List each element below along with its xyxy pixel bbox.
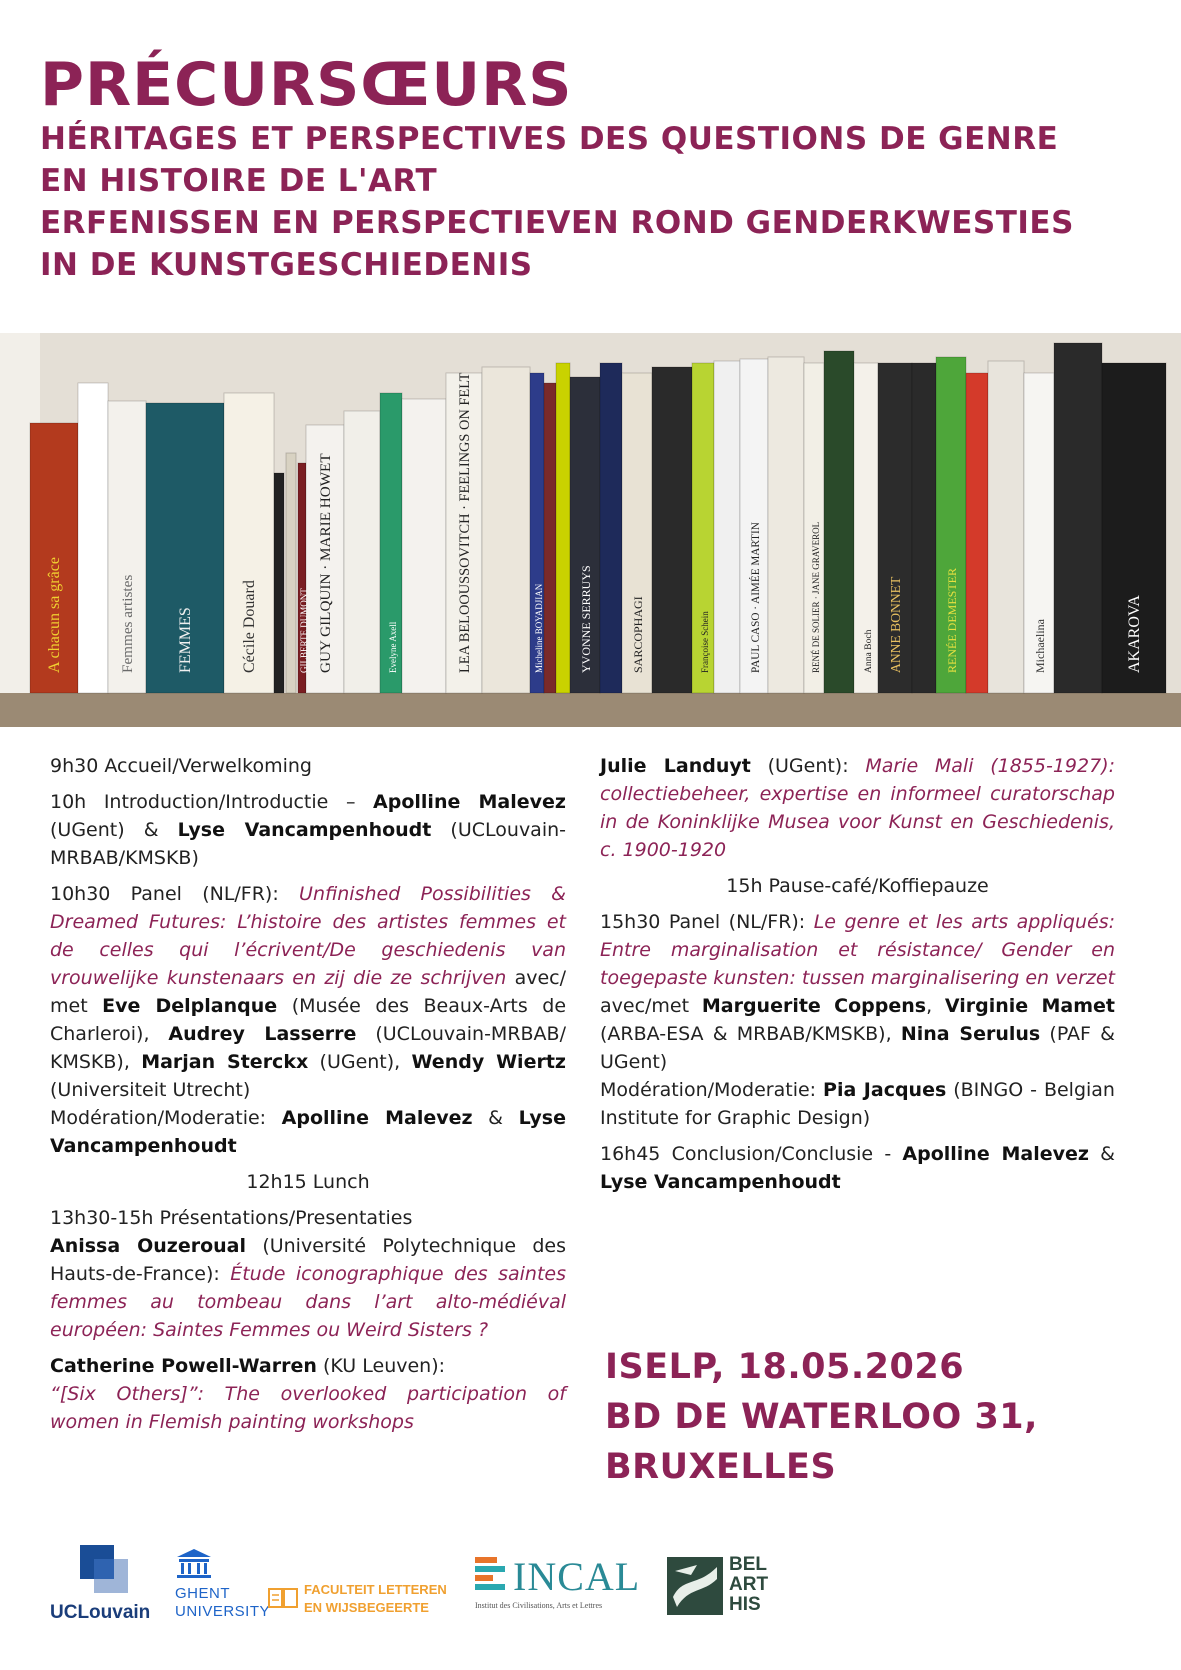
book-spine-title: YVONNE SERRUYS xyxy=(579,565,593,673)
book-spine xyxy=(988,361,1024,693)
incal-wordmark: INCAL xyxy=(513,1554,641,1599)
program-pause: 15h Pause-café/Koffiepauze xyxy=(726,875,989,897)
program-presentation-3: Julie Landuyt (UGent): Marie Mali (1855-1927): collectiebeheer, expertise en informeel curatorschap in de Koninklijke Musea voor Kunst en Geschiedenis, c. 1900-1920 xyxy=(600,755,1116,861)
book-spine-title: A chacun sa grâce xyxy=(46,557,63,673)
book-spine xyxy=(1054,343,1102,693)
book-spine xyxy=(824,351,854,693)
program-panel-1-moderation: Modération/Moderatie: Apolline Malevez & Lyse Vancampenhoudt xyxy=(50,1107,566,1157)
program-panel-1: 10h30 Panel (NL/FR): Unfinished Possibilities & Dreamed Futures: L’histoire des artistes femmes et de celles qui l’écrivent/De geschiedenis van vrouwelijke kunstenaars en zij die ze schrijven avec/ met Eve Delplanque (Musée des Beaux-Arts de Charleroi), Audrey Lasserre (UCLouvain-MRBAB/ KMSKB), Marjan Sterckx (UGent), Wendy Wiertz (Universiteit Utrecht) xyxy=(50,883,567,1101)
book-spine xyxy=(600,363,622,693)
book-spine-title: Michaelina xyxy=(1033,619,1047,673)
subtitle-line-2: EN HISTOIRE DE L'ART xyxy=(40,163,438,199)
book-spine-title: Evelyne Axell xyxy=(388,621,398,673)
belarthis-mark-icon xyxy=(667,1557,723,1615)
bookshelf-illustration xyxy=(0,333,1181,727)
letteren-wordmark-2: EN WIJSBEGEERTE xyxy=(304,1600,429,1615)
book-spine xyxy=(714,361,740,693)
book-spine-title: SARCOPHAGI xyxy=(631,596,645,673)
book-spine-title: Femmes artistes xyxy=(119,574,136,673)
book-spine xyxy=(78,383,108,693)
book-spine-title: Cécile Douard xyxy=(241,580,258,673)
incal-mark-icon xyxy=(475,1557,511,1597)
book-spine-title: RENÉE DEMESTER xyxy=(945,568,959,673)
book-spine-title: PAUL CASO · AIMÉE MARTIN xyxy=(750,522,762,673)
book-spine-title: GUY GILQUIN · MARIE HOWET xyxy=(317,453,334,673)
book-spine-title: Françoise Schein xyxy=(700,611,710,673)
program-presentations-label: 13h30-15h Présentations/Presentaties xyxy=(50,1207,413,1229)
belarthis-logo xyxy=(667,1554,787,1627)
ghent-wordmark-2: UNIVERSITY xyxy=(175,1603,271,1620)
book-spine-title: RENÉ DE SOLIER · JANE GRAVEROL xyxy=(811,521,821,673)
ghent-university-logo xyxy=(175,1545,271,1645)
program-intro: 10h Introduction/Introductie – Apolline Malevez (UGent) & Lyse Vancampenhoudt (UCLouvain-MRBAB/KMSKB) xyxy=(50,791,567,869)
program-lunch: 12h15 Lunch xyxy=(246,1171,370,1193)
incal-logo xyxy=(475,1555,645,1630)
ghent-building-icon xyxy=(177,1549,211,1579)
uclouvain-mark-icon xyxy=(80,1545,130,1595)
book-spine xyxy=(402,399,446,693)
subtitle-line-3: ERFENISSEN EN PERSPECTIEVEN ROND GENDERKWESTIES xyxy=(40,205,1074,241)
belarthis-wordmark-1: BEL xyxy=(729,1554,767,1575)
ghent-wordmark-1: GHENT xyxy=(175,1585,230,1602)
book-spine-title: ANNE BONNET xyxy=(888,576,903,673)
poster-title: PRÉCURSŒURS xyxy=(40,50,573,120)
book-spine xyxy=(652,367,692,693)
book-spine xyxy=(768,357,804,693)
venue-street: BD DE WATERLOO 31, xyxy=(605,1397,1038,1437)
book-spine-title: GILBERTE DUMONT xyxy=(299,588,309,673)
program-conclusion: 16h45 Conclusion/Conclusie - Apolline Malevez & Lyse Vancampenhoudt xyxy=(600,1143,1115,1193)
bookshelf-photo xyxy=(0,333,1181,727)
program-left-column xyxy=(50,752,566,1444)
venue-date: ISELP, 18.05.2026 xyxy=(605,1347,965,1387)
program-presentation-1: Anissa Ouzeroual (Université Polytechnique des Hauts-de-France): Étude iconographique des saintes femmes au tombeau dans l’art alto-médiéval européen: Saintes Femmes ou Weird Sisters ? xyxy=(50,1235,566,1341)
book-spine-title: LEA BELOOUSSOVITCH · FEELINGS ON FELT xyxy=(457,372,473,673)
book-spine xyxy=(344,411,380,693)
program-welcome: 9h30 Accueil/Verwelkoming xyxy=(50,755,312,777)
letteren-wordmark-1: FACULTEIT LETTEREN xyxy=(304,1582,447,1597)
book-spine xyxy=(274,473,284,693)
program-panel-2: 15h30 Panel (NL/FR): Le genre et les arts appliqués: Entre marginalisation et résistance/ Gender en toegepaste kunsten: tussen marginalisering en verzet avec/met Marguerite Coppens, Virginie Mamet (ARBA-ESA & MRBAB/KMSKB), Nina Serulus (PAF & UGent) xyxy=(600,911,1116,1073)
subtitle-line-1: HÉRITAGES ET PERSPECTIVES DES QUESTIONS DE GENRE xyxy=(40,121,1059,157)
book-spine xyxy=(912,363,936,693)
book-spine xyxy=(544,383,556,693)
belarthis-wordmark-3: HIS xyxy=(729,1594,761,1615)
book-spine-title: FEMMES xyxy=(177,607,194,673)
poster-header xyxy=(40,52,1160,286)
partner-logos xyxy=(0,1545,1181,1645)
book-spine xyxy=(556,363,570,693)
book-spine-title: Micheline BOYADJIAN xyxy=(534,583,544,673)
faculteit-letteren-logo xyxy=(268,1580,458,1630)
venue-block xyxy=(605,1342,1165,1492)
book-spine xyxy=(966,373,988,693)
program-presentation-2: Catherine Powell-Warren (KU Leuven): “[Six Others]”: The overlooked participation of women in Flemish painting workshops xyxy=(50,1355,566,1433)
belarthis-wordmark-2: ART xyxy=(729,1574,769,1595)
program-panel-2-moderation: Modération/Moderatie: Pia Jacques (BINGO - Belgian Institute for Graphic Design) xyxy=(600,1079,1115,1129)
book-spine xyxy=(286,453,296,693)
incal-subtitle: Institut des Civilisations, Arts et Lettres xyxy=(475,1601,603,1610)
uclouvain-wordmark: UCLouvain xyxy=(50,1602,151,1623)
venue-city: BRUXELLES xyxy=(605,1447,837,1487)
program-right-column xyxy=(600,752,1115,1204)
book-spine-title: Anna Boch xyxy=(863,629,874,673)
open-book-icon xyxy=(268,1586,298,1610)
subtitle-line-4: IN DE KUNSTGESCHIEDENIS xyxy=(40,247,533,283)
book-spine xyxy=(482,367,530,693)
uclouvain-logo xyxy=(50,1545,160,1645)
book-spine-title: AKAROVA xyxy=(1126,595,1143,673)
